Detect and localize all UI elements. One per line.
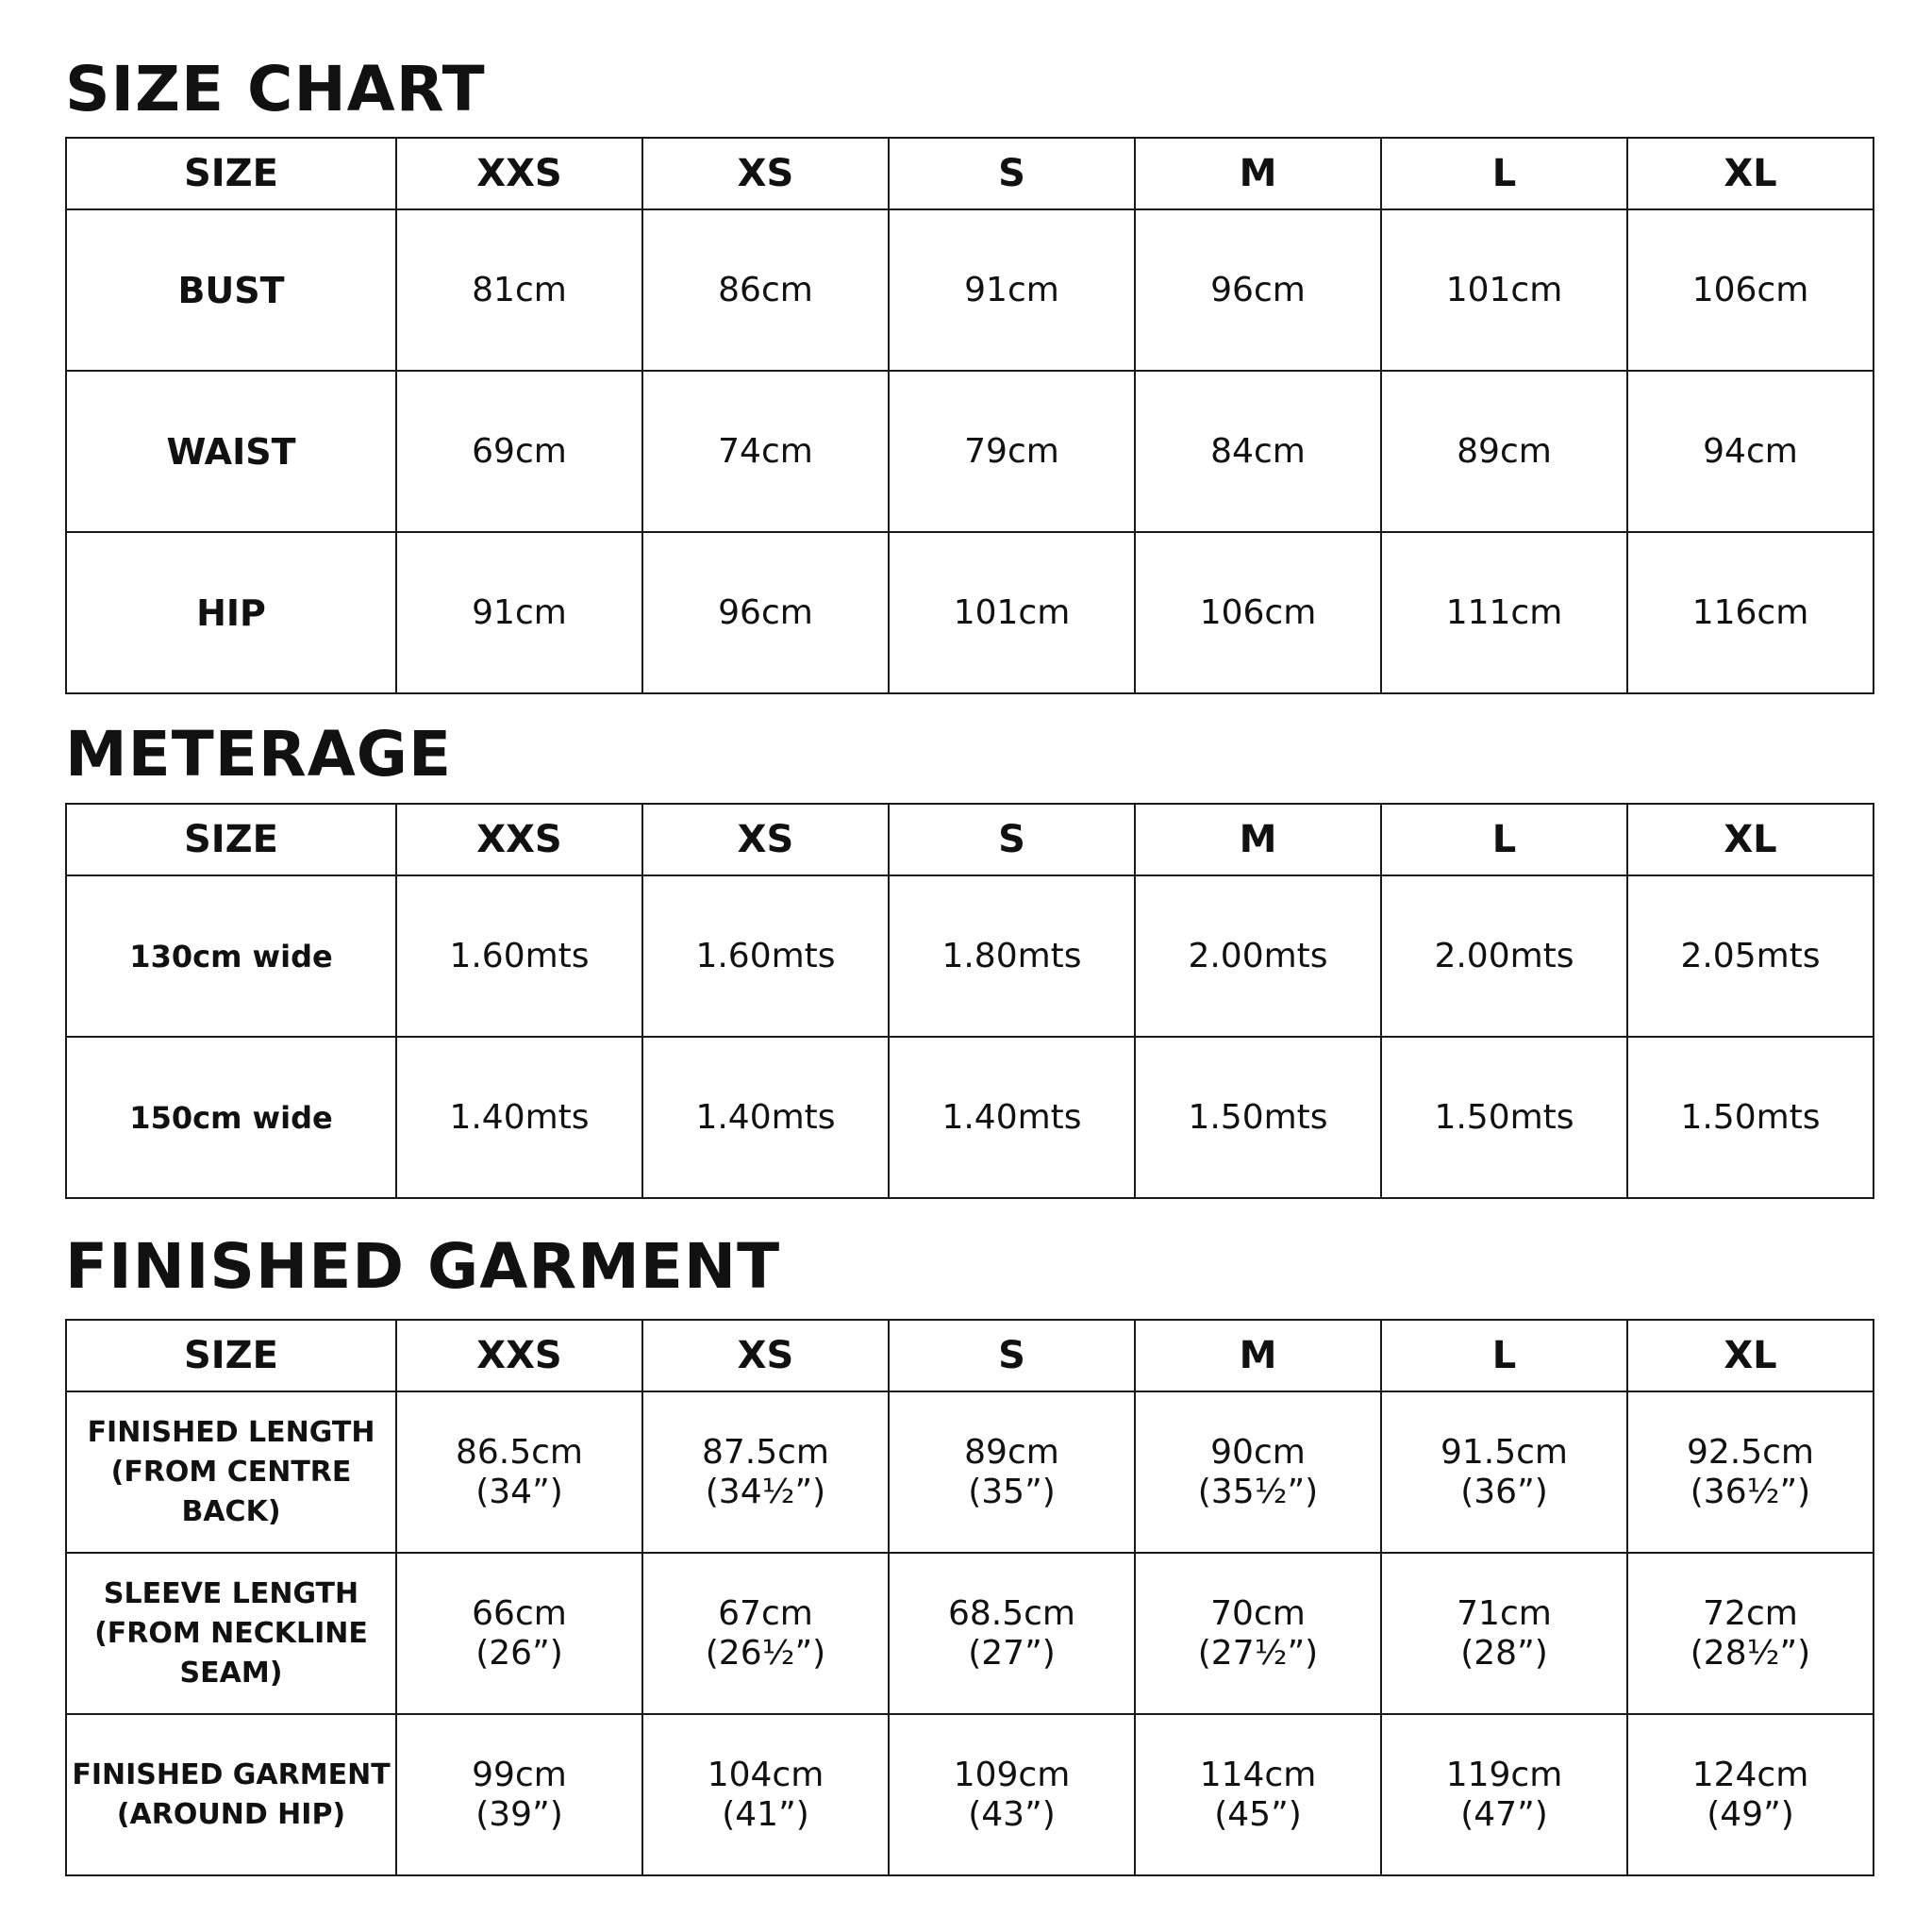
meterage-header-l: L <box>1381 804 1627 875</box>
cm-value: 114cm <box>1199 1755 1317 1794</box>
meterage-header-xxs: XXS <box>396 804 642 875</box>
table-cell <box>396 1553 642 1714</box>
size-chart-header-xl: XL <box>1627 138 1874 209</box>
row-label: BUST <box>66 209 396 371</box>
inch-value: (47”) <box>1460 1794 1548 1834</box>
table-cell <box>396 1391 642 1553</box>
inch-value: (39”) <box>475 1794 563 1834</box>
table-cell: 69cm <box>396 371 642 532</box>
row-label: WAIST <box>66 371 396 532</box>
finished-garment-row-around-hip <box>66 1714 1874 1875</box>
table-cell: 1.50mts <box>1135 1037 1381 1198</box>
cm-value: 92.5cm <box>1686 1432 1815 1472</box>
size-chart-row-hip <box>66 532 1874 693</box>
table-cell: 89cm <box>1381 371 1627 532</box>
table-cell: 84cm <box>1135 371 1381 532</box>
finished-garment-header-l: L <box>1381 1320 1627 1391</box>
finished-garment-header-xxs: XXS <box>396 1320 642 1391</box>
table-cell <box>642 1391 889 1553</box>
row-label: 150cm wide <box>66 1037 396 1198</box>
table-cell: 2.00mts <box>1135 875 1381 1037</box>
table-cell: 79cm <box>889 371 1135 532</box>
meterage-header-xs: XS <box>642 804 889 875</box>
meterage-header-s: S <box>889 804 1135 875</box>
table-cell <box>1627 1714 1874 1875</box>
table-cell <box>1381 1391 1627 1553</box>
table-cell: 106cm <box>1627 209 1874 371</box>
table-cell: 1.40mts <box>889 1037 1135 1198</box>
cm-value: 119cm <box>1445 1755 1563 1794</box>
table-cell <box>1135 1553 1381 1714</box>
finished-garment-title: FINISHED GARMENT <box>65 1230 781 1303</box>
inch-value: (45”) <box>1214 1794 1302 1834</box>
size-chart-header-xs: XS <box>642 138 889 209</box>
inch-value: (43”) <box>968 1794 1056 1834</box>
cm-value: 91.5cm <box>1440 1432 1569 1472</box>
inch-value: (26½”) <box>705 1633 826 1673</box>
finished-garment-header-m: M <box>1135 1320 1381 1391</box>
row-label: HIP <box>66 532 396 693</box>
finished-garment-header-row <box>66 1320 1874 1391</box>
meterage-header-row <box>66 804 1874 875</box>
finished-garment-table <box>65 1319 1874 1876</box>
row-label <box>66 1714 396 1875</box>
meterage-table <box>65 803 1874 1199</box>
meterage-header-m: M <box>1135 804 1381 875</box>
row-label-line: FINISHED LENGTH <box>87 1415 375 1449</box>
inch-value: (28½”) <box>1690 1633 1811 1673</box>
cm-value: 87.5cm <box>701 1432 830 1472</box>
finished-garment-header-s: S <box>889 1320 1135 1391</box>
finished-garment-row-sleeve-length <box>66 1553 1874 1714</box>
table-cell: 96cm <box>642 532 889 693</box>
finished-garment-row-finished-length <box>66 1391 1874 1553</box>
table-cell: 1.40mts <box>642 1037 889 1198</box>
inch-value: (34”) <box>475 1472 563 1511</box>
cm-value: 71cm <box>1457 1593 1552 1633</box>
cm-value: 89cm <box>964 1432 1059 1472</box>
inch-value: (49”) <box>1707 1794 1794 1834</box>
cm-value: 86.5cm <box>455 1432 584 1472</box>
table-cell: 96cm <box>1135 209 1381 371</box>
row-label-line: (AROUND HIP) <box>116 1797 346 1831</box>
size-chart-row-bust <box>66 209 1874 371</box>
table-cell: 1.50mts <box>1627 1037 1874 1198</box>
inch-value: (36½”) <box>1690 1472 1811 1511</box>
size-chart-header-m: M <box>1135 138 1381 209</box>
table-cell: 1.40mts <box>396 1037 642 1198</box>
inch-value: (27½”) <box>1197 1633 1319 1673</box>
meterage-row-130cm <box>66 875 1874 1037</box>
table-cell <box>889 1391 1135 1553</box>
cm-value: 109cm <box>953 1755 1071 1794</box>
row-label-line: SEAM) <box>179 1656 283 1690</box>
table-cell: 91cm <box>396 532 642 693</box>
inch-value: (36”) <box>1460 1472 1548 1511</box>
meterage-row-150cm <box>66 1037 1874 1198</box>
inch-value: (41”) <box>722 1794 809 1834</box>
table-cell <box>396 1714 642 1875</box>
row-label-line: (FROM CENTRE <box>110 1455 352 1489</box>
cm-value: 68.5cm <box>947 1593 1076 1633</box>
inch-value: (26”) <box>475 1633 563 1673</box>
cm-value: 90cm <box>1210 1432 1306 1472</box>
row-label-line: BACK) <box>181 1494 281 1528</box>
table-cell: 116cm <box>1627 532 1874 693</box>
table-cell: 81cm <box>396 209 642 371</box>
size-chart-header-xxs: XXS <box>396 138 642 209</box>
table-cell <box>1627 1553 1874 1714</box>
table-cell <box>889 1553 1135 1714</box>
meterage-header-xl: XL <box>1627 804 1874 875</box>
inch-value: (28”) <box>1460 1633 1548 1673</box>
table-cell: 74cm <box>642 371 889 532</box>
table-cell: 91cm <box>889 209 1135 371</box>
cm-value: 72cm <box>1703 1593 1798 1633</box>
table-cell: 106cm <box>1135 532 1381 693</box>
size-chart-header-l: L <box>1381 138 1627 209</box>
inch-value: (35½”) <box>1197 1472 1319 1511</box>
finished-garment-header-xl: XL <box>1627 1320 1874 1391</box>
table-cell: 101cm <box>889 532 1135 693</box>
table-cell: 1.60mts <box>642 875 889 1037</box>
table-cell: 1.50mts <box>1381 1037 1627 1198</box>
table-cell: 111cm <box>1381 532 1627 693</box>
cm-value: 66cm <box>472 1593 567 1633</box>
table-cell <box>1381 1553 1627 1714</box>
table-cell <box>1627 1391 1874 1553</box>
inch-value: (35”) <box>968 1472 1056 1511</box>
table-cell: 101cm <box>1381 209 1627 371</box>
table-cell: 86cm <box>642 209 889 371</box>
inch-value: (34½”) <box>705 1472 826 1511</box>
table-cell <box>642 1553 889 1714</box>
row-label-line: FINISHED GARMENT <box>72 1757 391 1791</box>
cm-value: 99cm <box>472 1755 567 1794</box>
meterage-title: METERAGE <box>65 718 453 791</box>
size-chart-table <box>65 137 1874 694</box>
finished-garment-header-xs: XS <box>642 1320 889 1391</box>
row-label <box>66 1553 396 1714</box>
table-cell: 2.05mts <box>1627 875 1874 1037</box>
size-chart-header-row <box>66 138 1874 209</box>
size-chart-header-size: SIZE <box>66 138 396 209</box>
table-cell: 2.00mts <box>1381 875 1627 1037</box>
table-cell <box>1135 1391 1381 1553</box>
cm-value: 70cm <box>1210 1593 1306 1633</box>
table-cell <box>642 1714 889 1875</box>
size-chart-header-s: S <box>889 138 1135 209</box>
table-cell <box>889 1714 1135 1875</box>
row-label-line: (FROM NECKLINE <box>94 1616 368 1650</box>
table-cell <box>1135 1714 1381 1875</box>
table-cell: 1.60mts <box>396 875 642 1037</box>
cm-value: 67cm <box>718 1593 813 1633</box>
inch-value: (27”) <box>968 1633 1056 1673</box>
row-label: 130cm wide <box>66 875 396 1037</box>
finished-garment-header-size: SIZE <box>66 1320 396 1391</box>
meterage-header-size: SIZE <box>66 804 396 875</box>
row-label <box>66 1391 396 1553</box>
table-cell <box>1381 1714 1627 1875</box>
size-chart-row-waist <box>66 371 1874 532</box>
size-chart-title: SIZE CHART <box>65 53 486 125</box>
row-label-line: SLEEVE LENGTH <box>103 1576 359 1610</box>
table-cell: 1.80mts <box>889 875 1135 1037</box>
table-cell: 94cm <box>1627 371 1874 532</box>
cm-value: 124cm <box>1691 1755 1809 1794</box>
cm-value: 104cm <box>707 1755 824 1794</box>
